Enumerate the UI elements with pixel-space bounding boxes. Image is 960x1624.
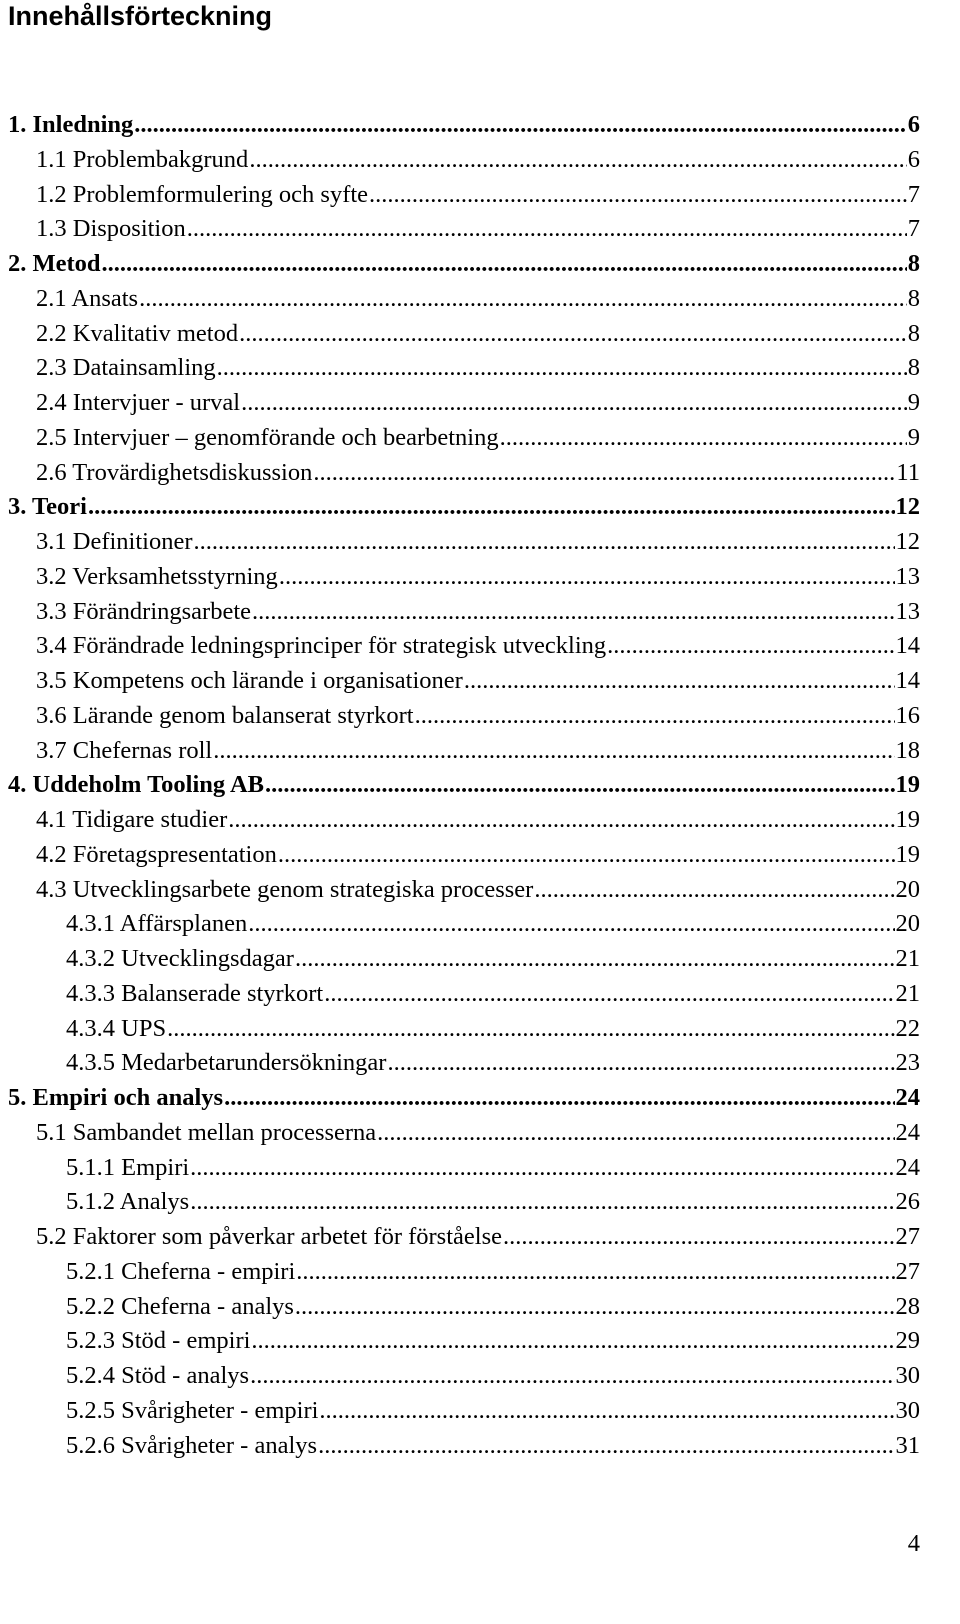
dot-leader bbox=[324, 977, 894, 1012]
toc-entry[interactable] bbox=[0, 1081, 960, 1116]
dot-leader bbox=[224, 1081, 894, 1116]
toc-entry-label: 5. Empiri och analys bbox=[8, 1084, 224, 1111]
dot-leader bbox=[252, 595, 895, 630]
dot-leader bbox=[194, 525, 895, 560]
toc-entry[interactable] bbox=[0, 768, 960, 803]
toc-entry[interactable] bbox=[0, 1359, 960, 1394]
dot-leader bbox=[134, 108, 906, 143]
toc-entry-label: 5.2.5 Svårigheter - empiri bbox=[66, 1396, 319, 1424]
toc-entry[interactable] bbox=[0, 977, 960, 1012]
toc-entry-page-number: 30 bbox=[895, 1396, 920, 1424]
dot-leader bbox=[213, 734, 894, 769]
toc-entry-page-number: 7 bbox=[907, 215, 920, 243]
toc-entry-row bbox=[66, 1429, 920, 1464]
dot-leader bbox=[295, 942, 895, 977]
toc-entry-page-number: 8 bbox=[907, 319, 920, 347]
toc-entry-row bbox=[66, 1394, 920, 1429]
toc-entry[interactable] bbox=[0, 1324, 960, 1359]
toc-entry-label: 5.2.4 Stöd - analys bbox=[66, 1362, 250, 1389]
toc-entry-label: 3.2 Verksamhetsstyrning bbox=[36, 562, 278, 590]
toc-entry-page-number: 23 bbox=[895, 1049, 920, 1077]
dot-leader bbox=[503, 1220, 895, 1255]
toc-entry-row bbox=[66, 1012, 920, 1047]
dot-leader bbox=[102, 247, 907, 282]
dot-leader bbox=[278, 838, 895, 873]
dot-leader bbox=[387, 1046, 894, 1081]
toc-entry[interactable] bbox=[0, 317, 960, 352]
toc-entry-page-number: 9 bbox=[907, 389, 920, 416]
toc-entry[interactable] bbox=[0, 595, 960, 630]
toc-entry-label: 1. Inledning bbox=[8, 111, 134, 138]
toc-entry-label: 1.2 Problemformulering och syfte bbox=[36, 180, 369, 208]
toc-entry[interactable] bbox=[0, 803, 960, 838]
toc-entry-row bbox=[36, 1116, 920, 1151]
toc-entry-page-number: 21 bbox=[895, 979, 920, 1007]
toc-entry-page-number: 24 bbox=[895, 1118, 920, 1146]
toc-entry[interactable] bbox=[0, 282, 960, 317]
toc-entry-label: 3.1 Definitioner bbox=[36, 528, 193, 555]
dot-leader bbox=[190, 1185, 894, 1220]
toc-entry-label: 5.1.1 Empiri bbox=[66, 1153, 190, 1181]
toc-entry[interactable] bbox=[0, 525, 960, 560]
toc-entry[interactable] bbox=[0, 1046, 960, 1081]
toc-entry[interactable] bbox=[0, 1429, 960, 1464]
toc-entry-row bbox=[36, 178, 920, 213]
toc-entry-page-number: 24 bbox=[895, 1084, 920, 1111]
toc-entry-label: 4.3 Utvecklingsarbete genom strategiska processer bbox=[36, 875, 534, 903]
toc-entry-row bbox=[36, 317, 920, 352]
dot-leader bbox=[217, 351, 907, 386]
toc-entry-page-number: 6 bbox=[907, 111, 920, 138]
toc-entry-label: 4.3.5 Medarbetarundersökningar bbox=[66, 1049, 387, 1077]
dot-leader bbox=[313, 456, 895, 491]
toc-entry[interactable] bbox=[0, 1012, 960, 1047]
toc-entry[interactable] bbox=[0, 143, 960, 178]
toc-entry-label: 5.1.2 Analys bbox=[66, 1188, 190, 1216]
toc-entry-row bbox=[8, 768, 920, 803]
toc-entry[interactable] bbox=[0, 942, 960, 977]
toc-entry-page-number: 19 bbox=[895, 840, 920, 868]
toc-entry-label: 2. Metod bbox=[8, 250, 101, 277]
toc-entry-row bbox=[36, 664, 920, 699]
toc-entry-row bbox=[66, 977, 920, 1012]
dot-leader bbox=[139, 282, 907, 317]
toc-entry-row bbox=[36, 560, 920, 595]
toc-entry-row bbox=[36, 386, 920, 421]
toc-entry-page-number: 22 bbox=[895, 1014, 920, 1042]
toc-entry-label: 4.3.4 UPS bbox=[66, 1014, 167, 1042]
toc-entry-row bbox=[36, 525, 920, 560]
dot-leader bbox=[250, 1359, 894, 1394]
toc-entry-row bbox=[8, 490, 920, 525]
toc-entry-page-number: 7 bbox=[907, 180, 920, 208]
toc-entry[interactable] bbox=[0, 108, 960, 143]
toc-entry-row bbox=[66, 1290, 920, 1325]
dot-leader bbox=[190, 1151, 894, 1186]
toc-entry-page-number: 8 bbox=[907, 250, 920, 277]
toc-entry-page-number: 12 bbox=[895, 493, 920, 521]
dot-leader bbox=[534, 873, 894, 908]
toc-entry-row bbox=[66, 907, 920, 942]
toc-entry-page-number: 27 bbox=[895, 1223, 920, 1250]
toc-entry-label: 2.4 Intervjuer - urval bbox=[36, 389, 241, 416]
toc-entry[interactable] bbox=[0, 456, 960, 491]
toc-entry-label: 5.2.6 Svårigheter - analys bbox=[66, 1431, 318, 1459]
toc-entry[interactable] bbox=[0, 421, 960, 456]
toc-entry-page-number: 29 bbox=[895, 1327, 920, 1355]
toc-entry-label: 3. Teori bbox=[8, 493, 87, 521]
toc-entry[interactable] bbox=[0, 664, 960, 699]
toc-entry[interactable] bbox=[0, 873, 960, 908]
toc-entry-label: 3.5 Kompetens och lärande i organisationer bbox=[36, 667, 463, 694]
toc-entry-label: 4.2 Företagspresentation bbox=[36, 840, 277, 868]
table-of-contents bbox=[0, 108, 960, 1463]
toc-entry-row bbox=[36, 699, 920, 734]
toc-entry-row bbox=[66, 1046, 920, 1081]
toc-entry-row bbox=[66, 942, 920, 977]
toc-entry-page-number: 8 bbox=[907, 354, 920, 382]
toc-entry-page-number: 13 bbox=[895, 562, 920, 590]
dot-leader bbox=[187, 212, 907, 247]
toc-entry-page-number: 8 bbox=[907, 284, 920, 312]
toc-entry-row bbox=[36, 629, 920, 664]
toc-entry-page-number: 31 bbox=[895, 1431, 920, 1459]
dot-leader bbox=[464, 664, 895, 699]
toc-entry-page-number: 16 bbox=[895, 701, 920, 729]
toc-entry[interactable] bbox=[0, 178, 960, 213]
toc-entry-label: 2.1 Ansats bbox=[36, 284, 139, 312]
toc-entry-page-number: 26 bbox=[895, 1188, 920, 1216]
toc-entry-row bbox=[66, 1185, 920, 1220]
toc-entry-row bbox=[36, 803, 920, 838]
toc-entry-row bbox=[36, 873, 920, 908]
toc-entry-row bbox=[66, 1151, 920, 1186]
dot-leader bbox=[607, 629, 894, 664]
toc-entry-row bbox=[36, 1220, 920, 1255]
toc-entry-page-number: 6 bbox=[907, 145, 920, 173]
toc-entry-label: 2.5 Intervjuer – genomförande och bearbetning bbox=[36, 423, 499, 451]
toc-entry-page-number: 24 bbox=[895, 1153, 920, 1181]
toc-entry[interactable] bbox=[0, 1255, 960, 1290]
dot-leader bbox=[369, 178, 907, 213]
toc-entry-row bbox=[36, 143, 920, 178]
toc-entry-label: 3.4 Förändrade ledningsprinciper för strategisk utveckling bbox=[36, 632, 607, 660]
toc-entry-row bbox=[8, 108, 920, 143]
toc-entry-row bbox=[8, 247, 920, 282]
toc-entry-label: 2.6 Trovärdighetsdiskussion bbox=[36, 458, 313, 486]
dot-leader bbox=[279, 560, 895, 595]
toc-entry-label: 2.2 Kvalitativ metod bbox=[36, 319, 239, 347]
toc-entry-row bbox=[66, 1359, 920, 1394]
toc-entry-label: 2.3 Datainsamling bbox=[36, 354, 216, 382]
toc-entry[interactable] bbox=[0, 560, 960, 595]
dot-leader bbox=[296, 1255, 894, 1290]
dot-leader bbox=[239, 317, 907, 352]
toc-entry-page-number: 14 bbox=[895, 632, 920, 660]
toc-entry-label: 3.3 Förändringsarbete bbox=[36, 597, 251, 625]
toc-entry[interactable] bbox=[0, 1185, 960, 1220]
toc-entry[interactable] bbox=[0, 212, 960, 247]
page-title: Innehållsförteckning bbox=[8, 1, 273, 31]
toc-entry-page-number: 9 bbox=[907, 423, 920, 451]
toc-entry-label: 1.3 Disposition bbox=[36, 215, 186, 243]
dot-leader bbox=[265, 768, 895, 803]
toc-entry-page-number: 13 bbox=[895, 597, 920, 625]
toc-entry-row bbox=[36, 734, 920, 769]
toc-entry-page-number: 19 bbox=[895, 771, 920, 799]
toc-entry-page-number: 12 bbox=[895, 528, 920, 555]
toc-entry-label: 4.3.1 Affärsplanen bbox=[66, 910, 248, 938]
toc-entry-label: 5.2.2 Cheferna - analys bbox=[66, 1292, 294, 1320]
toc-entry-label: 4.1 Tidigare studier bbox=[36, 806, 228, 833]
toc-entry-label: 5.1 Sambandet mellan processerna bbox=[36, 1118, 377, 1146]
toc-entry[interactable] bbox=[0, 838, 960, 873]
toc-entry[interactable] bbox=[0, 907, 960, 942]
toc-entry[interactable] bbox=[0, 1220, 960, 1255]
toc-entry-row bbox=[36, 212, 920, 247]
toc-entry-page-number: 30 bbox=[895, 1362, 920, 1389]
toc-entry-page-number: 28 bbox=[895, 1292, 920, 1320]
dot-leader bbox=[318, 1429, 894, 1464]
toc-entry-page-number: 11 bbox=[896, 458, 920, 486]
toc-entry[interactable] bbox=[0, 1151, 960, 1186]
dot-leader bbox=[249, 143, 906, 178]
toc-entry-row bbox=[36, 456, 920, 491]
toc-entry[interactable] bbox=[0, 629, 960, 664]
dot-leader bbox=[500, 421, 907, 456]
dot-leader bbox=[415, 699, 895, 734]
toc-entry-row bbox=[8, 1081, 920, 1116]
dot-leader bbox=[167, 1012, 894, 1047]
toc-entry[interactable] bbox=[0, 1116, 960, 1151]
toc-entry[interactable] bbox=[0, 699, 960, 734]
toc-entry-page-number: 14 bbox=[895, 667, 920, 694]
toc-entry-label: 4. Uddeholm Tooling AB bbox=[8, 771, 264, 799]
dot-leader bbox=[377, 1116, 894, 1151]
toc-entry[interactable] bbox=[0, 490, 960, 525]
toc-entry-label: 3.6 Lärande genom balanserat styrkort bbox=[36, 701, 414, 729]
toc-entry-row bbox=[36, 421, 920, 456]
dot-leader bbox=[248, 907, 894, 942]
toc-entry-row bbox=[36, 838, 920, 873]
toc-entry-label: 5.2 Faktorer som påverkar arbetet för förståelse bbox=[36, 1223, 502, 1250]
toc-entry[interactable] bbox=[0, 734, 960, 769]
toc-entry-row bbox=[36, 351, 920, 386]
dot-leader bbox=[241, 386, 907, 421]
toc-entry[interactable] bbox=[0, 1394, 960, 1429]
toc-entry-page-number: 20 bbox=[895, 910, 920, 938]
dot-leader bbox=[88, 490, 895, 525]
toc-entry-page-number: 19 bbox=[895, 806, 920, 833]
dot-leader bbox=[295, 1290, 895, 1325]
toc-entry-page-number: 20 bbox=[895, 875, 920, 903]
toc-entry-page-number: 18 bbox=[895, 736, 920, 764]
toc-entry-label: 1.1 Problembakgrund bbox=[36, 145, 249, 173]
toc-entry-label: 4.3.2 Utvecklingsdagar bbox=[66, 945, 294, 972]
dot-leader bbox=[251, 1324, 894, 1359]
toc-entry[interactable] bbox=[0, 386, 960, 421]
toc-entry-label: 5.2.1 Cheferna - empiri bbox=[66, 1257, 296, 1285]
dot-leader bbox=[228, 803, 894, 838]
toc-entry-label: 5.2.3 Stöd - empiri bbox=[66, 1327, 251, 1355]
toc-entry-page-number: 21 bbox=[895, 945, 920, 972]
toc-entry-row bbox=[36, 595, 920, 630]
toc-entry[interactable] bbox=[0, 247, 960, 282]
toc-entry-row bbox=[66, 1324, 920, 1359]
dot-leader bbox=[319, 1394, 894, 1429]
toc-entry-label: 4.3.3 Balanserade styrkort bbox=[66, 979, 324, 1007]
toc-entry-row bbox=[36, 282, 920, 317]
toc-entry[interactable] bbox=[0, 1290, 960, 1325]
toc-entry-row bbox=[66, 1255, 920, 1290]
toc-entry-page-number: 27 bbox=[895, 1257, 920, 1285]
page-number: 4 bbox=[907, 1530, 920, 1557]
toc-entry[interactable] bbox=[0, 351, 960, 386]
toc-entry-label: 3.7 Chefernas roll bbox=[36, 736, 213, 764]
